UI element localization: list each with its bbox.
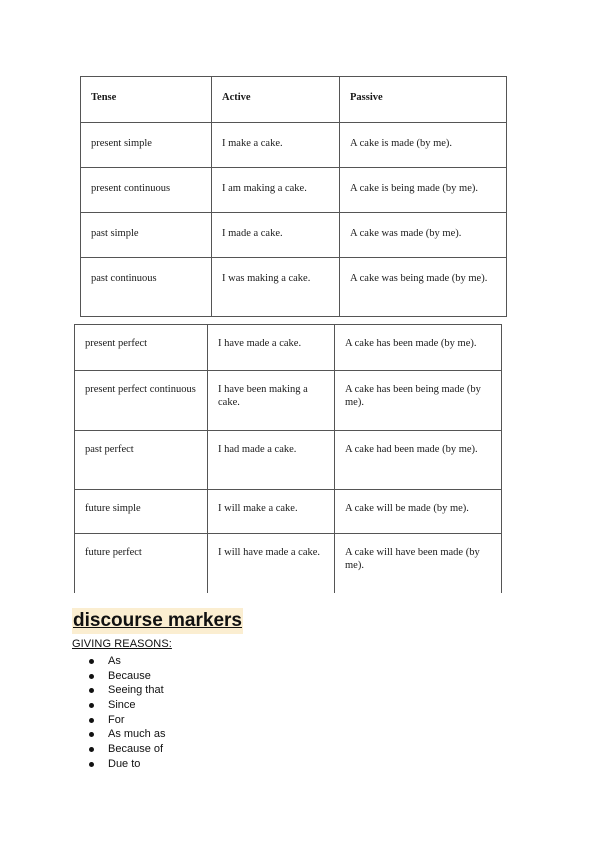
reasons-list	[88, 654, 165, 772]
list-item: For	[88, 713, 165, 728]
active-cell: I had made a cake.	[208, 431, 335, 490]
tense-cell: present perfect continuous	[75, 371, 208, 431]
active-cell: I made a cake.	[212, 213, 340, 258]
list-item: Since	[88, 698, 165, 713]
active-cell: I was making a cake.	[212, 258, 340, 317]
passive-cell: A cake will have been made (by me).	[335, 534, 502, 593]
tense-cell: present continuous	[81, 168, 212, 213]
tense-cell: future simple	[75, 490, 208, 534]
section-subheading: GIVING REASONS:	[72, 638, 172, 650]
tenses-table-active-passive	[80, 76, 507, 317]
table-row	[81, 168, 507, 213]
tense-cell: present perfect	[75, 325, 208, 371]
list-item: As	[88, 654, 165, 669]
table-header-row	[81, 77, 507, 123]
tense-cell: past continuous	[81, 258, 212, 317]
active-cell: I will have made a cake.	[208, 534, 335, 593]
active-cell: I am making a cake.	[212, 168, 340, 213]
passive-cell: A cake has been being made (by me).	[335, 371, 502, 431]
active-cell: I make a cake.	[212, 123, 340, 168]
tense-cell: present simple	[81, 123, 212, 168]
table-row	[81, 258, 507, 317]
list-item: Seeing that	[88, 683, 165, 698]
list-item: Because	[88, 669, 165, 684]
list-item: Due to	[88, 757, 165, 772]
passive-cell: A cake is being made (by me).	[340, 168, 507, 213]
table-row	[75, 534, 502, 593]
header-active: Active	[212, 77, 340, 123]
tense-cell: past simple	[81, 213, 212, 258]
tense-cell: future perfect	[75, 534, 208, 593]
passive-cell: A cake was made (by me).	[340, 213, 507, 258]
active-cell: I have been making a cake.	[208, 371, 335, 431]
tense-cell: past perfect	[75, 431, 208, 490]
header-tense: Tense	[81, 77, 212, 123]
list-item: Because of	[88, 742, 165, 757]
list-item: As much as	[88, 727, 165, 742]
section-heading: discourse markers	[72, 608, 243, 634]
tenses-table-continued	[74, 324, 502, 593]
passive-cell: A cake is made (by me).	[340, 123, 507, 168]
table-row	[81, 123, 507, 168]
passive-cell: A cake will be made (by me).	[335, 490, 502, 534]
table-row	[81, 213, 507, 258]
header-passive: Passive	[340, 77, 507, 123]
table-row	[75, 431, 502, 490]
passive-cell: A cake has been made (by me).	[335, 325, 502, 371]
passive-cell: A cake was being made (by me).	[340, 258, 507, 317]
table-row	[75, 490, 502, 534]
table-row	[75, 325, 502, 371]
passive-cell: A cake had been made (by me).	[335, 431, 502, 490]
active-cell: I have made a cake.	[208, 325, 335, 371]
table-row	[75, 371, 502, 431]
active-cell: I will make a cake.	[208, 490, 335, 534]
